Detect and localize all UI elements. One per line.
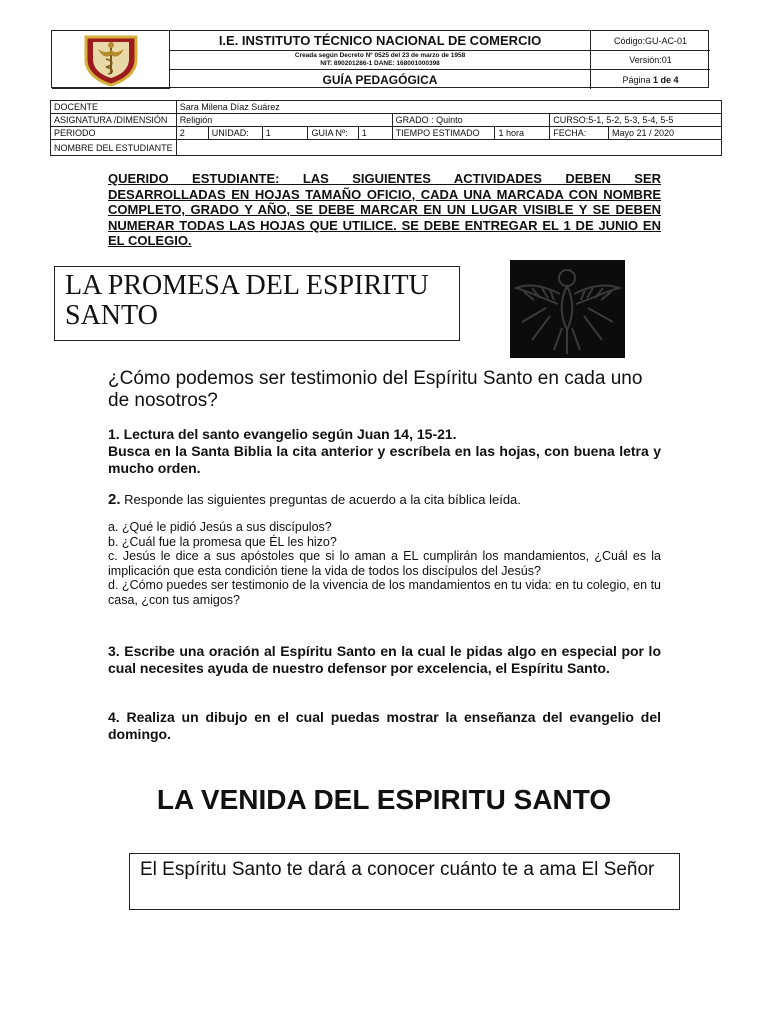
school-crest-icon bbox=[82, 33, 140, 87]
section-title-promesa: LA PROMESA DEL ESPIRITU SANTO bbox=[54, 266, 460, 341]
activity-1-instruction: Busca en la Santa Biblia la cita anterior y escríbela en las hojas, con buena letra y mucho orden. bbox=[108, 443, 661, 476]
unidad-label: UNIDAD: bbox=[208, 127, 262, 140]
guia-value: 1 bbox=[358, 127, 392, 140]
guia-label: GUIA Nº: bbox=[308, 127, 358, 140]
student-notice: QUERIDO ESTUDIANTE: LAS SIGUIENTES ACTIVIDADES DEBEN SER DESARROLLADAS EN HOJAS TAMAÑO OFICIO, CADA UNA MARCADA CON NOMBRE COMPLETO, GRADO Y AÑO, SE DEBE MARCAR EN UN LUGAR VISIBLE Y SE DEBEN NUMERAR TODAS LAS HOJAS QUE UTILICE. SE DEBE ENTREGAR EL 1 DE JUNIO EN EL COLEGIO. bbox=[108, 171, 661, 248]
info-row-asignatura bbox=[51, 114, 722, 127]
section-title-venida: LA VENIDA DEL ESPIRITU SANTO bbox=[156, 784, 612, 815]
institution-decree bbox=[170, 51, 591, 70]
activity-3: 3. Escribe una oración al Espíritu Santo en la cual le pidas algo en especial por lo cual necesites ayuda de nuestro defensor por excelencia, el Espíritu Santo. bbox=[108, 643, 661, 676]
dove-icon bbox=[510, 260, 625, 358]
page-count: 1 de 4 bbox=[653, 74, 679, 85]
list-item: d. ¿Cómo puedes ser testimonio de la vivencia de los mandamientos en tu vida: en tu colegio, en tu casa, ¿con tus amigos? bbox=[108, 578, 661, 607]
guide-title: GUÍA PEDAGÓGICA bbox=[170, 70, 591, 89]
tiempo-label: TIEMPO ESTIMADO bbox=[392, 127, 495, 140]
docente-label: DOCENTE bbox=[51, 101, 177, 114]
fecha-value: Mayo 21 / 2020 bbox=[608, 127, 721, 140]
holy-spirit-dove-image bbox=[510, 260, 625, 358]
docente-value: Sara Milena Díaz Suárez bbox=[176, 101, 721, 114]
activity-1 bbox=[108, 426, 661, 477]
document-code: Código:GU-AC-01 bbox=[591, 31, 710, 51]
logo-cell bbox=[52, 31, 170, 89]
info-row-periodo bbox=[51, 127, 722, 140]
activity-2-number: 2. bbox=[108, 491, 121, 508]
tiempo-value: 1 hora bbox=[495, 127, 550, 140]
unidad-value: 1 bbox=[262, 127, 308, 140]
estudiante-label: NOMBRE DEL ESTUDIANTE bbox=[51, 140, 177, 156]
estudiante-value[interactable] bbox=[176, 140, 721, 156]
info-table bbox=[50, 100, 722, 156]
page-number bbox=[591, 70, 710, 89]
fecha-label: FECHA: bbox=[550, 127, 609, 140]
activity-1-title: 1. Lectura del santo evangelio según Juan 14, 15-21. bbox=[108, 426, 457, 442]
info-row-estudiante bbox=[51, 140, 722, 156]
info-row-docente bbox=[51, 101, 722, 114]
curso-value: CURSO:5-1, 5-2, 5-3, 5-4, 5-5 bbox=[550, 114, 722, 127]
periodo-label: PERIODO bbox=[51, 127, 177, 140]
periodo-value: 2 bbox=[176, 127, 208, 140]
activity-2 bbox=[108, 492, 661, 508]
message-box: El Espíritu Santo te dará a conocer cuánto te a ama El Señor bbox=[129, 853, 680, 910]
institution-name: I.E. INSTITUTO TÉCNICO NACIONAL DE COMERCIO bbox=[170, 31, 591, 51]
guiding-question: ¿Cómo podemos ser testimonio del Espíritu Santo en cada uno de nosotros? bbox=[108, 368, 643, 411]
decree-text: Creada según Decreto Nº 0525 del 23 de marzo de 1958 bbox=[294, 52, 466, 59]
document-version: Versión:01 bbox=[591, 51, 710, 70]
page-prefix: Página bbox=[622, 74, 651, 85]
institution-ids: NIT: 890201286-1 DANE: 168001000398 bbox=[320, 60, 440, 67]
asignatura-value: Religión bbox=[176, 114, 392, 127]
activity-2-text: Responde las siguientes preguntas de acuerdo a la cita bíblica leída. bbox=[120, 492, 521, 507]
question-list bbox=[108, 520, 661, 607]
list-item: b. ¿Cuál fue la promesa que ÉL les hizo? bbox=[108, 534, 337, 549]
list-item: c. Jesús le dice a sus apóstoles que si lo aman a EL cumplirán los mandamientos, ¿Cuál es la implicación que esta condición tiene la vida de todos los discípulos del Jesús? bbox=[108, 549, 661, 578]
grado-value: GRADO : Quinto bbox=[392, 114, 550, 127]
asignatura-label: ASIGNATURA /DIMENSIÓN bbox=[51, 114, 177, 127]
activity-4: 4. Realiza un dibujo en el cual puedas mostrar la enseñanza del evangelio del domingo. bbox=[108, 709, 661, 742]
document-header bbox=[51, 30, 709, 88]
list-item: a. ¿Qué le pidió Jesús a sus discípulos? bbox=[108, 520, 332, 534]
